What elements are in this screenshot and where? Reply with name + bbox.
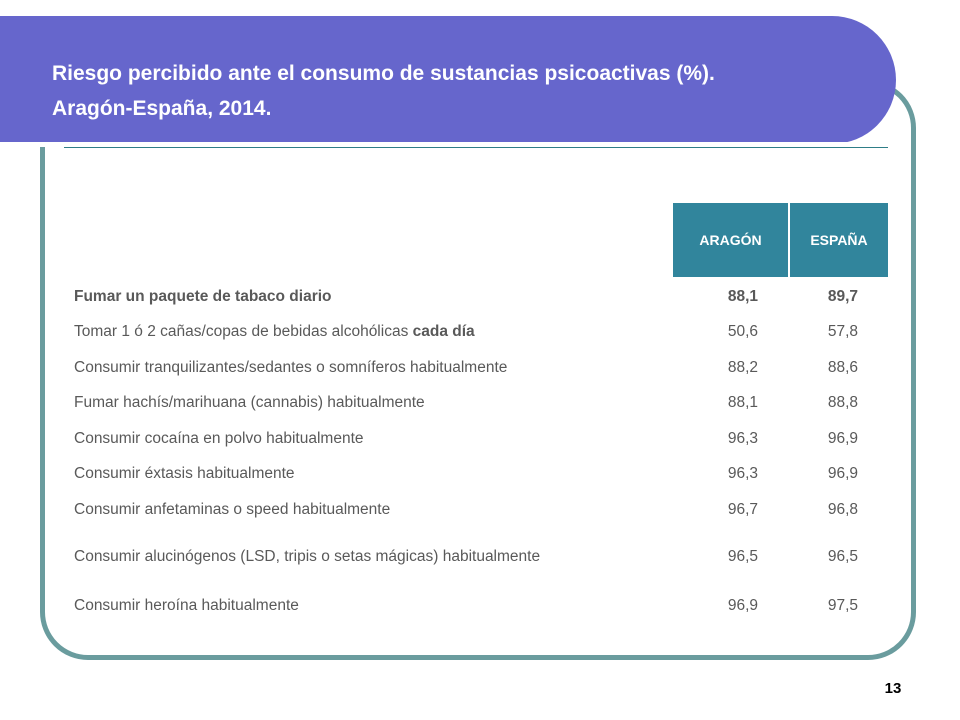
table-row [74, 597, 888, 617]
value-aragon: 96,3 [727, 430, 758, 447]
value-aragon: 96,5 [727, 548, 758, 565]
column-header-aragon: ARAGÓN [673, 203, 788, 277]
row-label: Fumar hachís/marihuana (cannabis) habitualmente [74, 394, 425, 411]
value-espana: 96,5 [827, 548, 858, 565]
table-row [74, 501, 888, 521]
row-label: Fumar un paquete de tabaco diario [74, 288, 332, 305]
table-row [74, 323, 888, 343]
table-row [74, 359, 888, 379]
title-line-2: Aragón-España, 2014. [52, 97, 272, 120]
table-row [74, 394, 888, 414]
value-espana: 88,8 [827, 394, 858, 411]
value-aragon: 88,2 [727, 359, 758, 376]
title-banner [0, 16, 896, 144]
row-label: Consumir cocaína en polvo habitualmente [74, 430, 364, 447]
page-number: 13 [884, 680, 902, 697]
table-row [74, 548, 888, 568]
value-espana: 96,9 [827, 465, 858, 482]
value-aragon: 88,1 [727, 288, 758, 305]
table-row [74, 430, 888, 450]
value-aragon: 50,6 [727, 323, 758, 340]
title-line-1: Riesgo percibido ante el consumo de sustancias psicoactivas (%). [52, 62, 715, 85]
slide-title [52, 56, 852, 126]
value-aragon: 96,9 [727, 597, 758, 614]
value-espana: 57,8 [827, 323, 858, 340]
row-label: Consumir anfetaminas o speed habitualmente [74, 501, 391, 518]
row-label: Consumir éxtasis habitualmente [74, 465, 295, 482]
value-espana: 89,7 [827, 288, 858, 305]
value-espana: 96,8 [827, 501, 858, 518]
divider-rule [64, 147, 888, 148]
row-label-emphasis: cada día [412, 323, 475, 340]
table-row [74, 288, 888, 308]
row-label-text: Tomar 1 ó 2 cañas/copas de bebidas alcohólicas [74, 323, 413, 340]
row-label: Consumir tranquilizantes/sedantes o somníferos habitualmente [74, 359, 508, 376]
value-espana: 88,6 [827, 359, 858, 376]
row-label: Consumir heroína habitualmente [74, 597, 299, 614]
value-aragon: 88,1 [727, 394, 758, 411]
value-aragon: 96,3 [727, 465, 758, 482]
row-label: Consumir alucinógenos (LSD, tripis o setas mágicas) habitualmente [74, 548, 541, 565]
value-espana: 97,5 [827, 597, 858, 614]
value-espana: 96,9 [827, 430, 858, 447]
table-row [74, 465, 888, 485]
row-label [74, 323, 475, 341]
value-aragon: 96,7 [727, 501, 758, 518]
column-header-espana: ESPAÑA [790, 203, 888, 277]
